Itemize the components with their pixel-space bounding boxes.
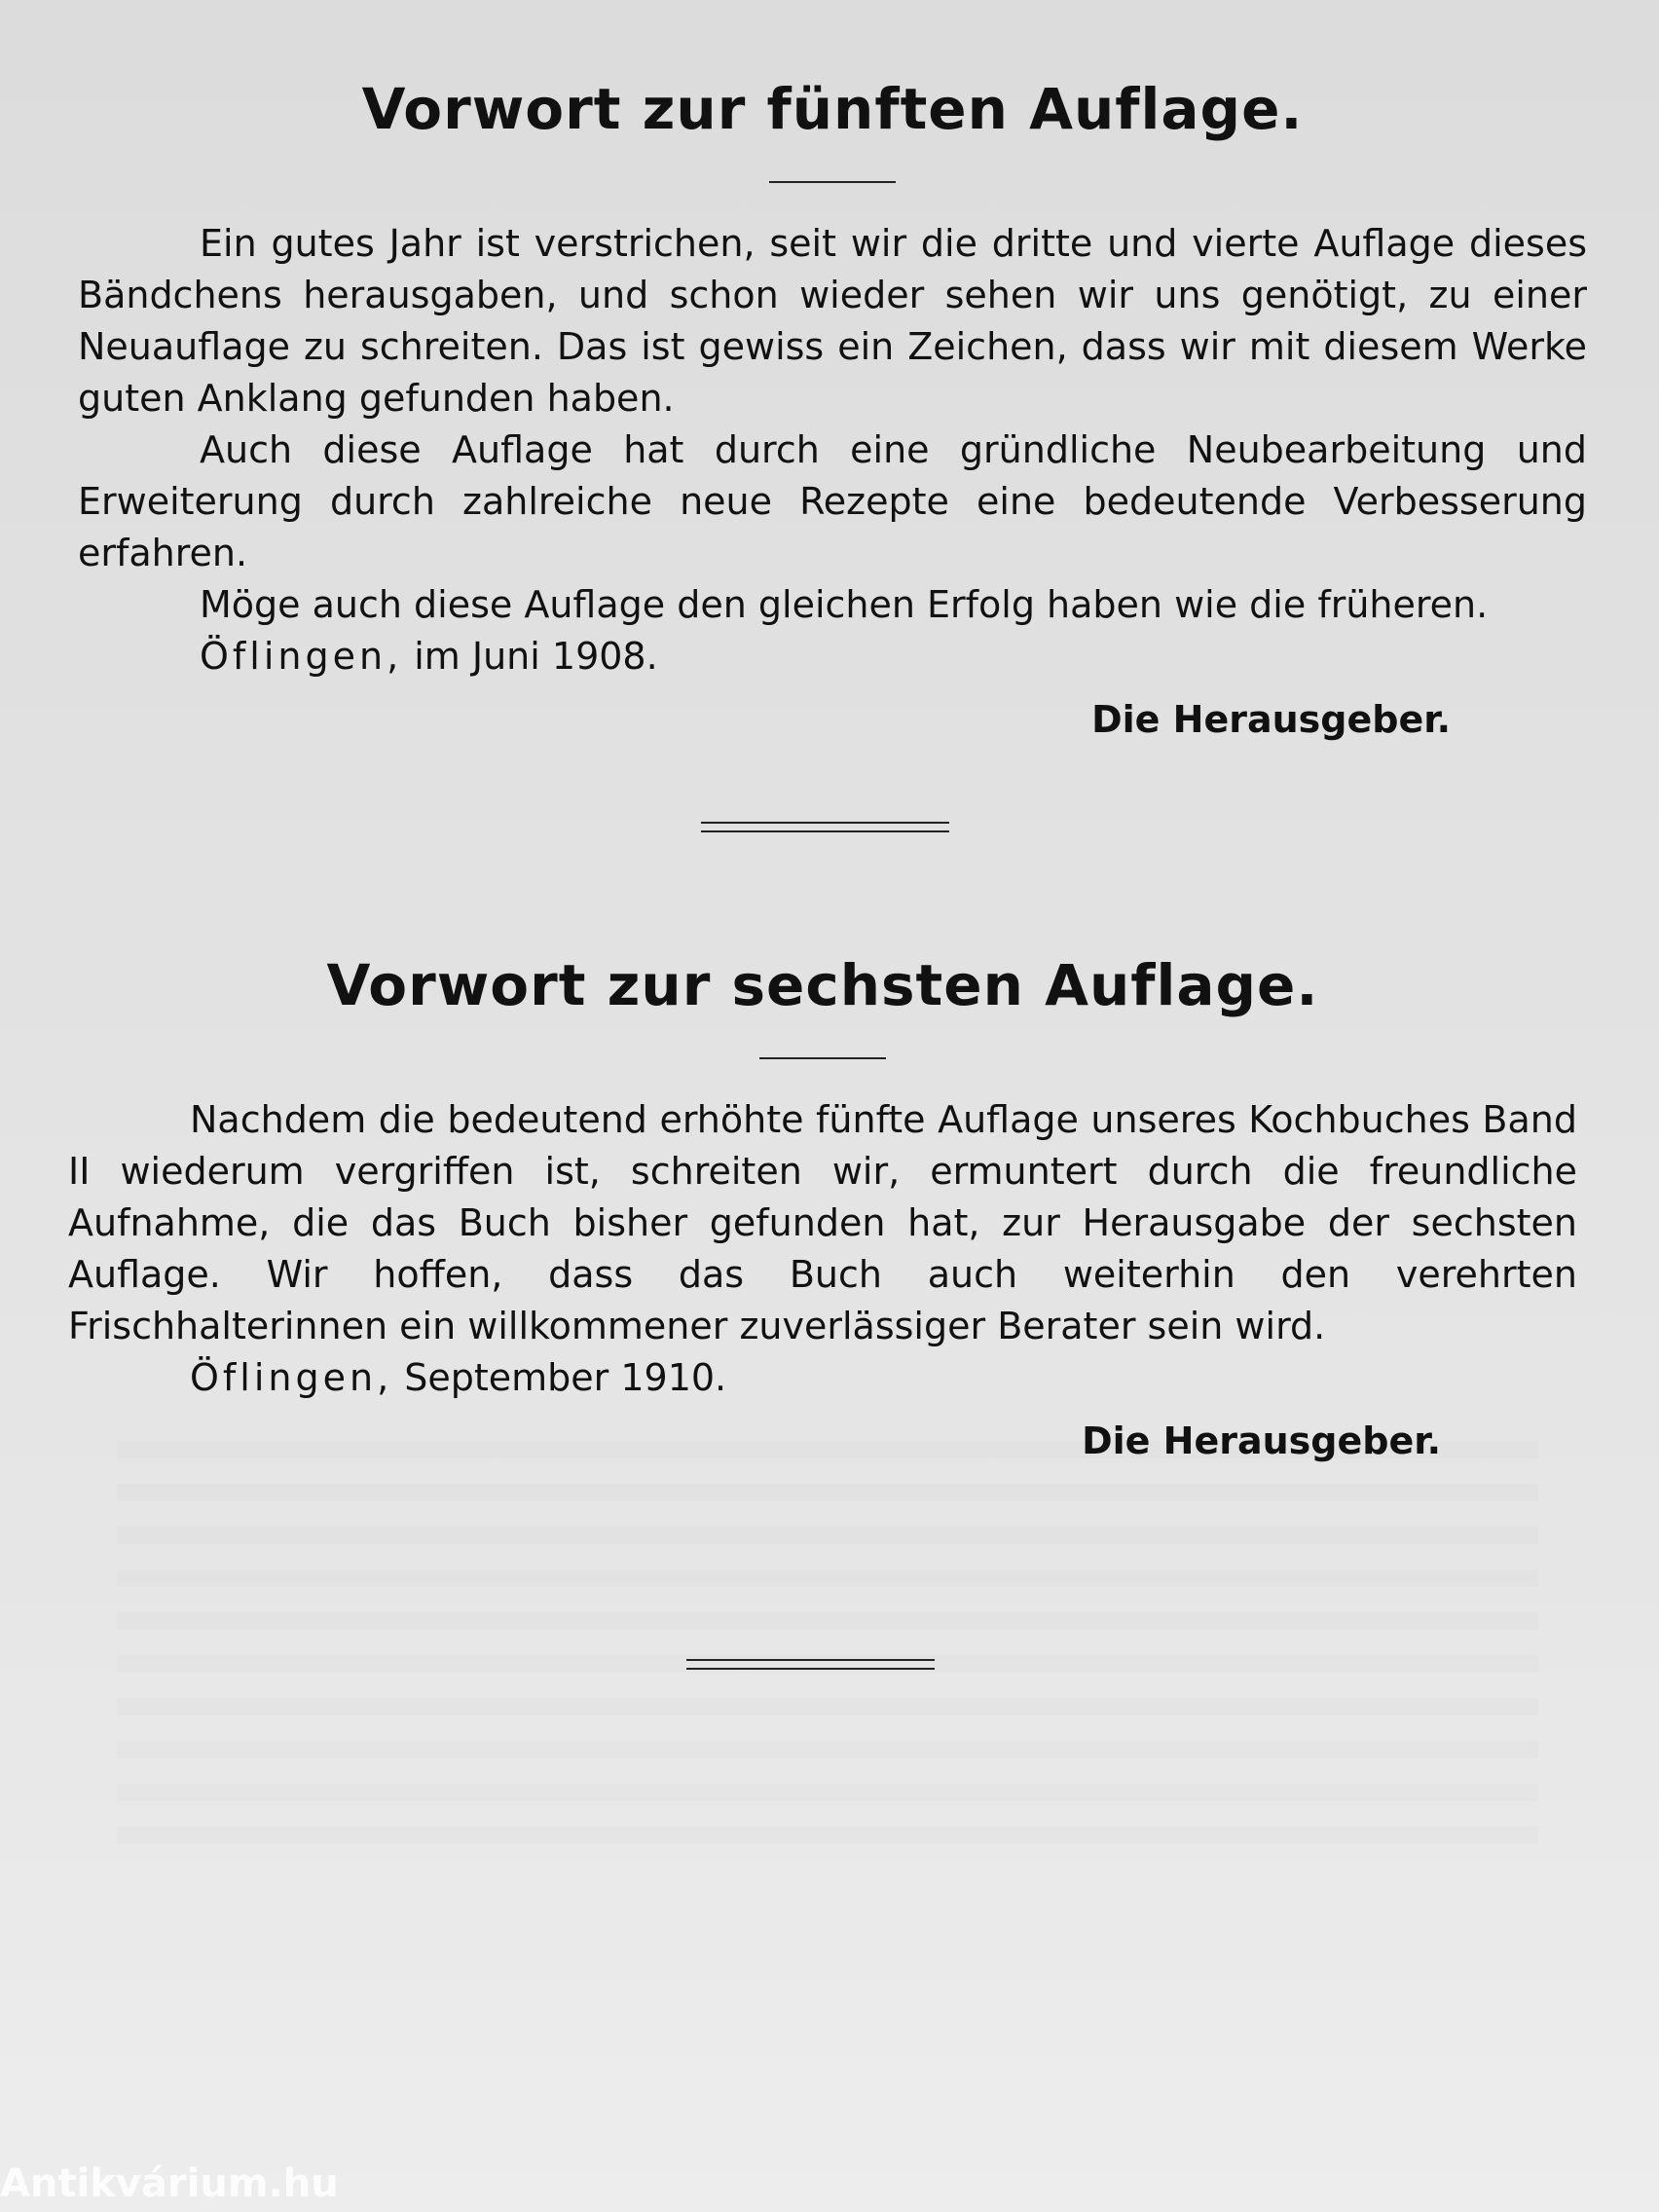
date-place: Öflingen,: [200, 635, 403, 678]
date-text: September 1910.: [392, 1356, 727, 1399]
preface-fifth-paragraph-2: Auch diese Auflage hat durch eine gründliche Neubearbeitung und Erweiterung durch zahlreiche neue Rezepte eine bedeutende Verbesserung erfahren.: [78, 428, 1587, 574]
preface-fifth-paragraph-1: Ein gutes Jahr ist verstrichen, seit wir die dritte und vierte Auflage dieses Bändchens herausgaben, und schon wieder sehen wir uns genötigt, zu einer Neuauflage zu schreiten. Das ist gewiss ein Zeichen, dass wir mit diesem Werke guten Anklang gefunden haben.: [78, 222, 1587, 420]
preface-fifth-signature: Die Herausgeber.: [1091, 698, 1451, 741]
show-through-shading: [117, 1441, 1538, 1850]
preface-sixth-signature: Die Herausgeber.: [1082, 1419, 1441, 1462]
watermark: Antikvárium.hu: [0, 2161, 339, 2206]
preface-fifth-paragraph-3: Möge auch diese Auflage den gleichen Erfolg haben wie die früheren.: [200, 583, 1489, 626]
preface-fifth-edition: [78, 76, 1587, 741]
preface-fifth-title: Vorwort zur fünften Auflage.: [361, 76, 1304, 142]
section-divider: [701, 822, 949, 832]
preface-sixth-paragraph-1: Nachdem die bedeutend erhöhte fünfte Auflage unseres Kochbuches Band II wiederum vergriffen ist, schreiten wir, ermuntert durch die freundliche Aufnahme, die das Buch bisher gefunden hat, zur Herausgabe der sechsten Auflage. Wir hoffen, dass das Buch auch weiterhin den verehrten Frischhalterinnen ein willkommener zuverlässiger Berater sein wird.: [68, 1098, 1577, 1347]
preface-sixth-edition: [68, 952, 1577, 1462]
section-divider: [686, 1659, 935, 1670]
date-text: im Juni 1908.: [402, 635, 658, 678]
preface-sixth-title: Vorwort zur sechsten Auflage.: [326, 952, 1319, 1018]
preface-fifth-date: [78, 631, 1587, 682]
preface-sixth-date: [68, 1352, 1577, 1404]
date-place: Öflingen,: [190, 1356, 393, 1399]
